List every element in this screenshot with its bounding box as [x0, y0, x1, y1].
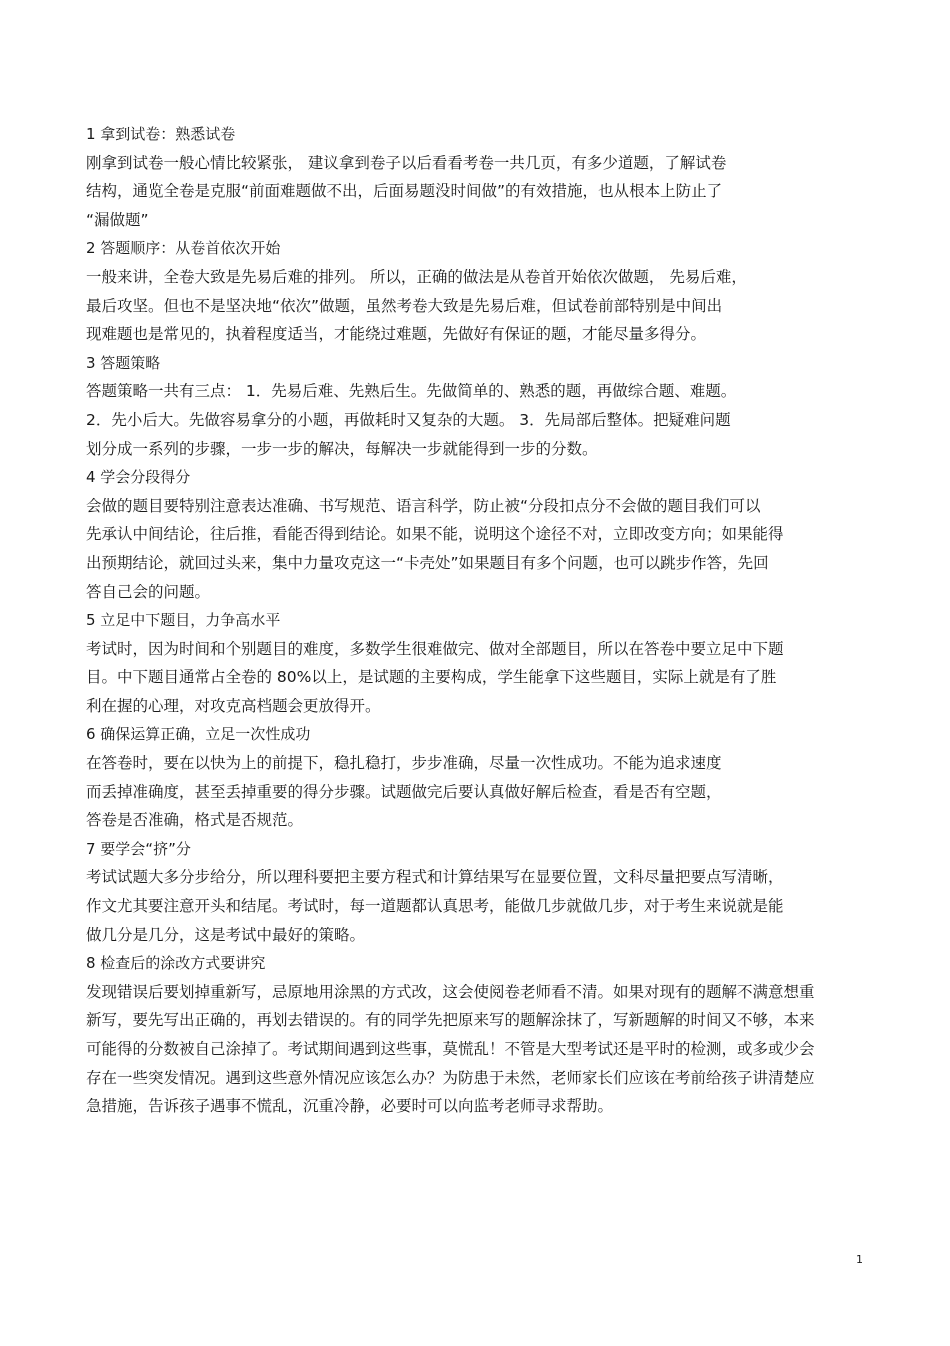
- section-heading: 7 要学会“挤”分: [86, 839, 191, 858]
- paragraph-line: 利在握的心理，对攻克高档题会更放得开。: [86, 696, 381, 715]
- paragraph-line: 最后攻坚。但也不是坚决地“依次”做题，虽然考卷大致是先易后难，但试卷前部特别是中间出: [86, 296, 723, 315]
- paragraph-line: 答自己会的问题。: [86, 582, 211, 601]
- section-heading: 1 拿到试卷：熟悉试卷: [86, 125, 236, 143]
- paragraph-line: 刚拿到试卷一般心情比较紧张， 建议拿到卷子以后看看考卷一共几页，有多少道题，了解试卷: [86, 153, 727, 172]
- section-heading: 3 答题策略: [86, 353, 161, 372]
- section-heading: 2 答题顺序：从卷首依次开始: [86, 239, 281, 258]
- paragraph-line: 一般来讲，全卷大致是先易后难的排列。 所以，正确的做法是从卷首开始依次做题， 先易后难，: [86, 267, 747, 286]
- section-heading: 5 立足中下题目，力争高水平: [86, 611, 281, 630]
- paragraph-line: 答卷是否准确，格式是否规范。: [86, 811, 304, 830]
- paragraph-line: 新写，要先写出正确的，再划去错误的。有的同学先把原来写的题解涂抹了，写新题解的时间又不够，本来: [86, 1011, 815, 1030]
- section-heading: 6 确保运算正确，立足一次性成功: [86, 725, 311, 744]
- paragraph-line: 做几分是几分，这是考试中最好的策略。: [86, 925, 366, 944]
- paragraph-line: 2．先小后大。先做容易拿分的小题，再做耗时又复杂的大题。 3．先局部后整体。把疑难问题: [86, 410, 731, 429]
- paragraph-line: 考试试题大多分步给分，所以理科要把主要方程式和计算结果写在显要位置，文科尽量把要点写清晰，: [86, 868, 784, 887]
- paragraph-line: 在答卷时，要在以快为上的前提下，稳扎稳打，步步准确，尽量一次性成功。不能为追求速度: [86, 754, 722, 773]
- paragraph-line: 作文尤其要注意开头和结尾。考试时，每一道题都认真思考，能做几步就做几步，对于考生来说就是能: [86, 897, 784, 916]
- paragraph-line: 现难题也是常见的，执着程度适当，才能绕过难题，先做好有保证的题，才能尽量多得分。: [86, 325, 707, 344]
- paragraph-line: 考试时，因为时间和个别题目的难度，多数学生很难做完、做对全部题目，所以在答卷中要立足中下题: [86, 639, 784, 658]
- paragraph-line: 划分成一系列的步骤，一步一步的解决，每解决一步就能得到一步的分数。: [86, 439, 598, 458]
- paragraph-line: “漏做题”: [86, 210, 149, 229]
- paragraph-line: 存在一些突发情况。遇到这些意外情况应该怎么办？为防患于未然，老师家长们应该在考前给孩子讲清楚应: [86, 1068, 815, 1087]
- paragraph-line: 发现错误后要划掉重新写，忌原地用涂黑的方式改，这会使阅卷老师看不清。如果对现有的题解不满意想重: [86, 982, 815, 1001]
- page-number: 1: [856, 1253, 863, 1266]
- paragraph-line: 而丢掉准确度，甚至丢掉重要的得分步骤。试题做完后要认真做好解后检查，看是否有空题，: [86, 782, 722, 801]
- paragraph-line: 急措施，告诉孩子遇事不慌乱，沉重冷静，必要时可以向监考老师寻求帮助。: [86, 1097, 614, 1116]
- section-heading: 4 学会分段得分: [86, 468, 191, 487]
- paragraph-line: 答题策略一共有三点： 1．先易后难、先熟后生。先做简单的、熟悉的题，再做综合题、难题。: [86, 382, 737, 401]
- paragraph-line: 会做的题目要特别注意表达准确、书写规范、语言科学，防止被“分段扣点分不会做的题目我们可以: [86, 496, 761, 515]
- paragraph-line: 先承认中间结论，往后推，看能否得到结论。如果不能，说明这个途径不对，立即改变方向；如果能得: [86, 525, 784, 544]
- section-heading: 8 检查后的涂改方式要讲究: [86, 954, 266, 973]
- paragraph-line: 结构，通览全卷是克服“前面难题做不出，后面易题没时间做”的有效措施，也从根本上防止了: [86, 182, 723, 201]
- paragraph-line: 出预期结论，就回过头来，集中力量攻克这一“卡壳处”如果题目有多个问题，也可以跳步作答，先回: [86, 553, 769, 572]
- document-body: [86, 120, 886, 1121]
- paragraph-line: 可能得的分数被自己涂掉了。考试期间遇到这些事，莫慌乱！不管是大型考试还是平时的检测，或多或少会: [86, 1040, 815, 1058]
- paragraph-line: 目。中下题目通常占全卷的 80%以上，是试题的主要构成，学生能拿下这些题目，实际上就是有了胜: [86, 668, 777, 687]
